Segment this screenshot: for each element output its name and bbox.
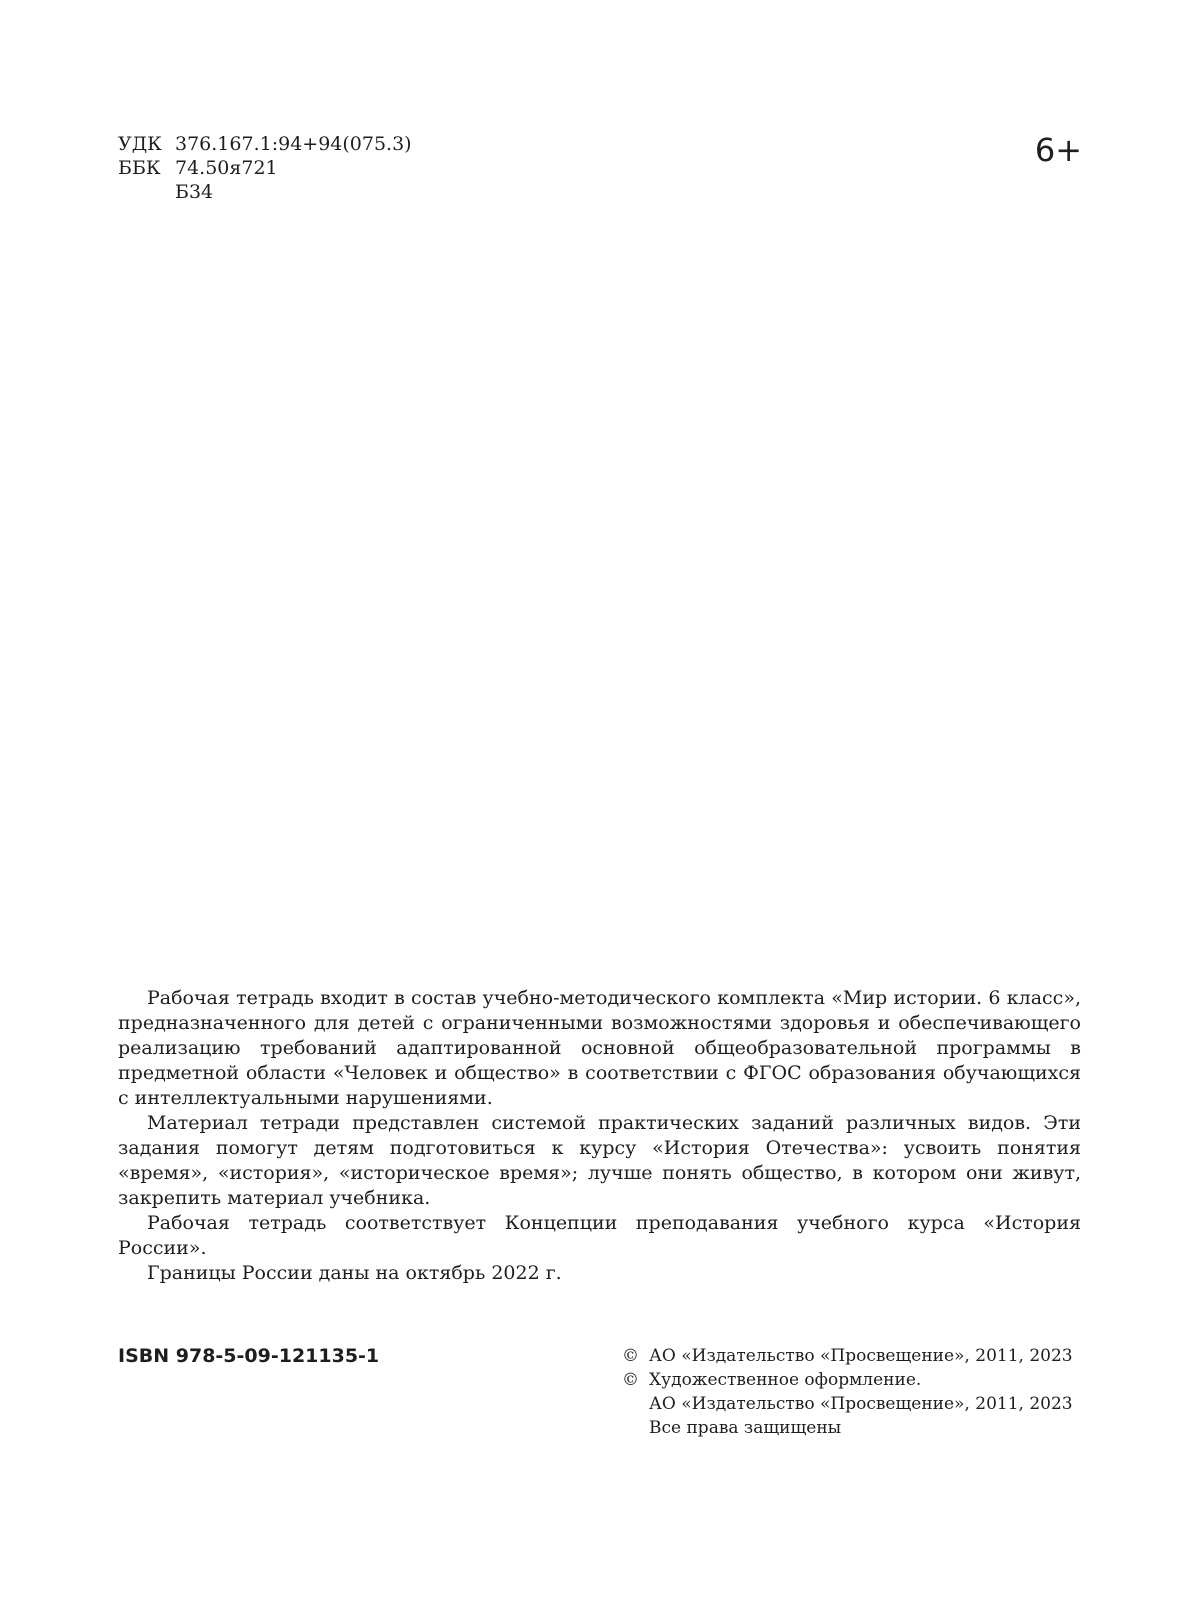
udk-row (118, 132, 412, 156)
copyright-design-publisher: АО «Издательство «Просвещение», 2011, 2023 (649, 1394, 1073, 1414)
rights-reserved: Все права защищены (649, 1418, 842, 1438)
age-rating: 6+ (1034, 131, 1082, 169)
copyright-publisher: АО «Издательство «Просвещение», 2011, 2023 (649, 1346, 1073, 1366)
author-mark-row (118, 180, 412, 204)
annotation-paragraph: Рабочая тетрадь входит в состав учебно-методического комплекта «Мир истории. 6 класс», предназначенного для детей с ограниченными возможностями здоровья и обеспечивающего реализацию требований адаптированной основной общеобразовательной программы в предметной области «Человек и общество» в соответствии с ФГОС образования обучающихся с интеллектуальными нарушениями. (118, 987, 1081, 1109)
udk-value: 376.167.1:94+94(075.3) (175, 133, 412, 155)
copyright-icon: © (622, 1370, 639, 1390)
author-mark: Б34 (175, 181, 214, 203)
bbk-label: ББК (118, 157, 161, 179)
copyright-block (622, 1344, 1073, 1440)
copyright-icon: © (622, 1346, 639, 1366)
udk-label: УДК (118, 133, 162, 155)
copyright-design: Художественное оформление. (649, 1370, 922, 1390)
annotation-paragraph: Рабочая тетрадь соответствует Концепции преподавания учебного курса «История России». (118, 1212, 1081, 1259)
annotation-paragraph: Границы России даны на октябрь 2022 г. (147, 1262, 562, 1284)
annotation-text (118, 986, 1081, 1286)
isbn: ISBN 978-5-09-121135-1 (118, 1345, 380, 1367)
annotation-paragraph: Материал тетради представлен системой практических заданий различных видов. Эти задания помогут детям подготовиться к курсу «История Отечества»: усвоить понятия «время», «история», «историческое время»; лучше понять общество, в котором они живут, закрепить материал учебника. (118, 1112, 1081, 1209)
classification-block (118, 132, 412, 204)
bbk-value: 74.50я721 (175, 157, 278, 179)
bbk-row (118, 156, 412, 180)
